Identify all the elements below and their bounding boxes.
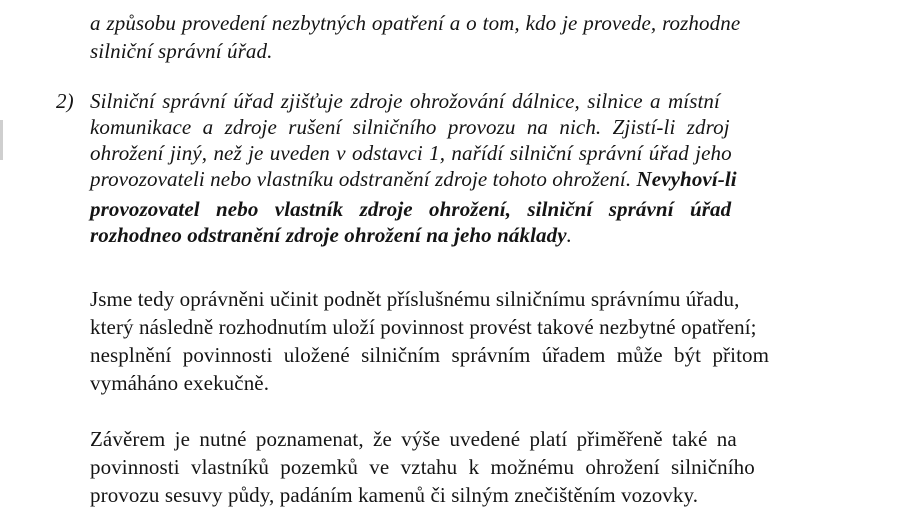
- paragraph-2-line-3: nesplnění povinnosti uložené silničním správním úřadem může být přitom: [90, 343, 770, 367]
- item-line-4-text: provozovateli nebo vlastníku odstranění zdroje tohoto ohrožení.: [90, 167, 637, 191]
- intro-line-2: silniční správní úřad.: [90, 39, 273, 63]
- item-line-6-end: .: [566, 223, 572, 247]
- item-line-1: Silniční správní úřad zjišťuje zdroje ohrožování dálnice, silnice a místní: [90, 89, 720, 113]
- paragraph-2-line-4: vymáháno exekučně.: [90, 371, 270, 395]
- item-number: 2): [56, 89, 74, 113]
- intro-line-1: a způsobu provedení nezbytných opatření a o tom, kdo je provede, rozhodne: [90, 11, 741, 35]
- item-line-3: ohrožení jiný, než je uveden v odstavci 1, nařídí silniční správní úřad jeho: [90, 141, 732, 165]
- item-line-6-bold: rozhodneo odstranění zdroje ohrožení na jeho náklady: [90, 223, 567, 247]
- item-line-4: [90, 166, 737, 192]
- item-line-2: komunikace a zdroje rušení silničního provozu na nich. Zjistí-li zdroj: [90, 115, 730, 139]
- paragraph-3-line-1: Závěrem je nutné poznamenat, že výše uvedené platí přiměřeně také na: [90, 427, 737, 451]
- paragraph-3-line-3: provozu sesuvy půdy, padáním kamenů či silným znečištěním vozovky.: [90, 483, 699, 507]
- item-line-4-bold: Nevyhoví-li: [636, 167, 737, 191]
- item-line-5: provozovatel nebo vlastník zdroje ohrožení, silniční správní úřad: [90, 197, 732, 221]
- paragraph-3-line-2: povinnosti vlastníků pozemků ve vztahu k možnému ohrožení silničního: [90, 455, 755, 479]
- item-line-6: [90, 222, 572, 248]
- paragraph-2-line-1: Jsme tedy oprávněni učinit podnět příslušnému silničnímu správnímu úřadu,: [90, 287, 740, 311]
- paragraph-2-line-2: který následně rozhodnutím uloží povinnost provést takové nezbytné opatření;: [90, 315, 757, 339]
- scan-edge-mark: [0, 120, 3, 160]
